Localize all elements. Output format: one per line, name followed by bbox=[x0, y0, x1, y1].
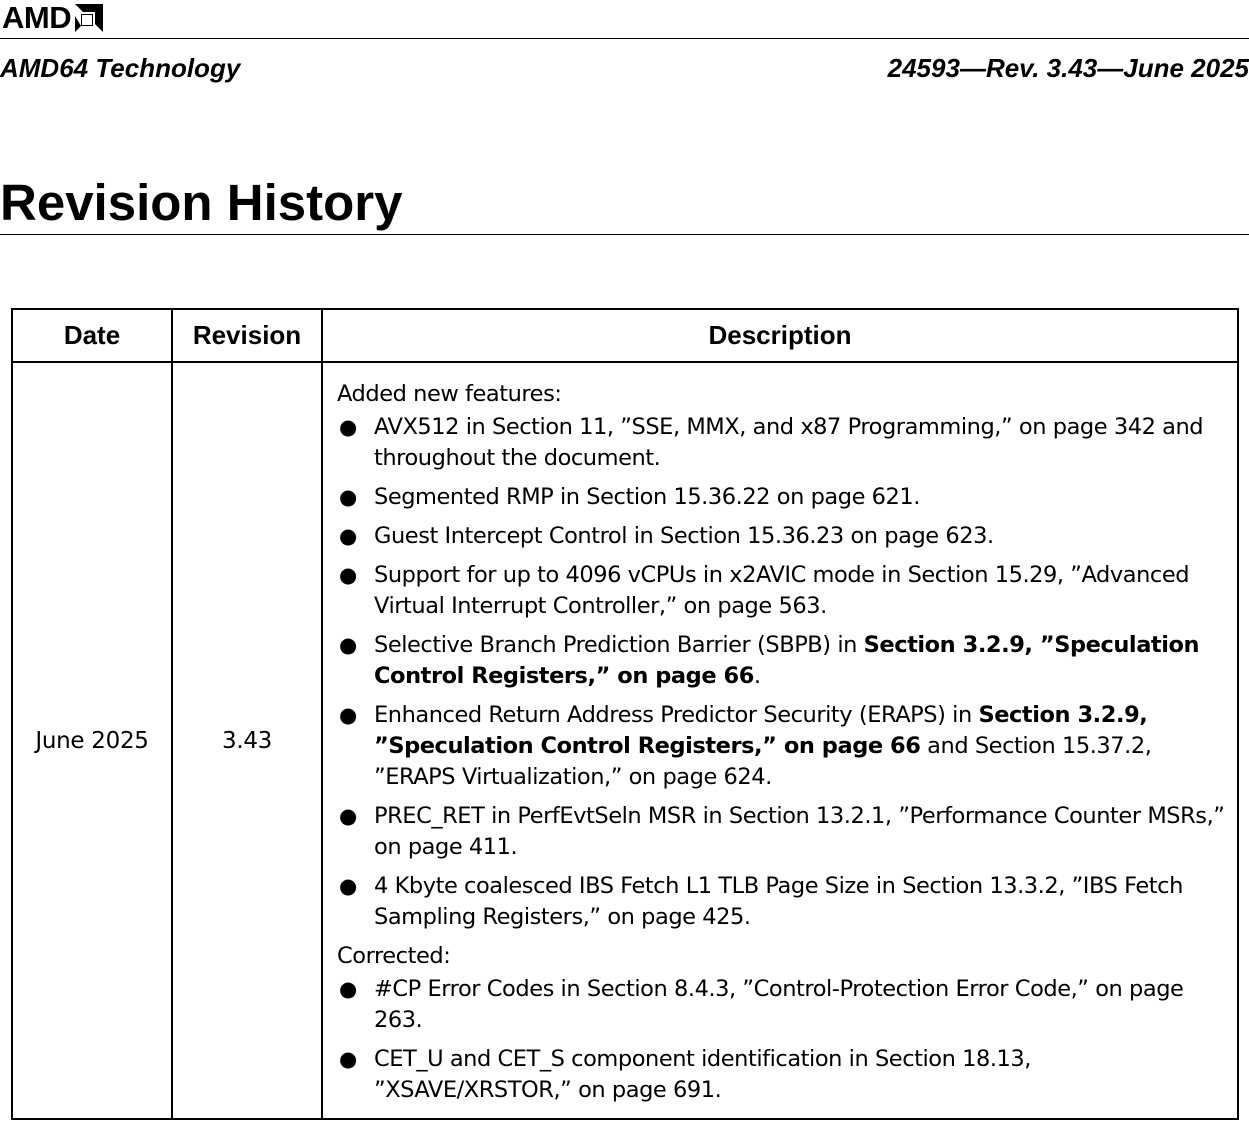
bullet-icon: ● bbox=[339, 874, 357, 898]
row-revision: 3.43 bbox=[172, 362, 322, 1119]
list-item: ● 4 Kbyte coalesced IBS Fetch L1 TLB Page Size in Section 13.3.2, ”IBS Fetch Sampling Registers,” on page 425. bbox=[339, 873, 1183, 930]
corrected-list bbox=[337, 974, 1227, 1106]
header-rule bbox=[0, 38, 1249, 39]
list-item: ● CET_U and CET_S component identification in Section 18.13, ”XSAVE/XRSTOR,” on page 691. bbox=[339, 1046, 1031, 1103]
title-rule bbox=[0, 234, 1249, 235]
section-reference: Section 3.2.9, ”Speculation Control Registers,” on page 66 bbox=[374, 632, 1200, 689]
revision-table bbox=[11, 308, 1239, 1120]
list-item: ● Selective Branch Prediction Barrier (SBPB) in Section 3.2.9, ”Speculation Control Registers,” on page 66. bbox=[339, 632, 1200, 689]
added-features-list bbox=[337, 412, 1227, 933]
doc-family: AMD64 Technology bbox=[0, 53, 241, 83]
added-features-label: Added new features: bbox=[337, 381, 562, 407]
list-item: ● Segmented RMP in Section 15.36.22 on page 621. bbox=[337, 482, 1227, 513]
column-header-revision: Revision bbox=[172, 309, 322, 362]
table-header-row bbox=[12, 309, 1238, 362]
amd-logo-text: AMD bbox=[2, 0, 72, 35]
corrected-label: Corrected: bbox=[337, 943, 451, 969]
list-item: ● Support for up to 4096 vCPUs in x2AVIC mode in Section 15.29, ”Advanced Virtual Interrupt Controller,” on page 563. bbox=[339, 562, 1190, 619]
row-description bbox=[322, 362, 1238, 1119]
amd-logo bbox=[2, 0, 103, 35]
bullet-icon: ● bbox=[339, 485, 357, 509]
column-header-description: Description bbox=[322, 309, 1238, 362]
bullet-icon: ● bbox=[339, 633, 357, 657]
bullet-icon: ● bbox=[339, 1047, 357, 1071]
table-row bbox=[12, 362, 1238, 1119]
bullet-icon: ● bbox=[339, 415, 357, 439]
bullet-icon: ● bbox=[339, 804, 357, 828]
list-item: ● Guest Intercept Control in Section 15.36.23 on page 623. bbox=[337, 521, 1227, 552]
doc-id: 24593—Rev. 3.43—June 2025 bbox=[887, 53, 1249, 83]
column-header-date: Date bbox=[12, 309, 172, 362]
list-item: ● AVX512 in Section 11, ”SSE, MMX, and x87 Programming,” on page 342 and throughout the document. bbox=[339, 414, 1204, 471]
list-item: ● #CP Error Codes in Section 8.4.3, ”Control-Protection Error Code,” on page 263. bbox=[339, 976, 1184, 1033]
row-date: June 2025 bbox=[12, 362, 172, 1119]
section-reference: Section 3.2.9, ”Speculation Control Registers,” on page 66 bbox=[374, 702, 1148, 759]
bullet-icon: ● bbox=[339, 563, 357, 587]
bullet-icon: ● bbox=[339, 703, 357, 727]
list-item: ● PREC_RET in PerfEvtSeln MSR in Section 13.2.1, ”Performance Counter MSRs,” on page 411. bbox=[339, 803, 1225, 860]
page-title: Revision History bbox=[0, 174, 403, 231]
list-item: ● Enhanced Return Address Predictor Security (ERAPS) in Section 3.2.9, ”Speculation Control Registers,” on page 66 and Section 15.37.2, ”ERAPS Virtualization,” on page 624. bbox=[339, 702, 1152, 790]
bullet-icon: ● bbox=[339, 977, 357, 1001]
amd-arrow-icon bbox=[73, 4, 103, 32]
bullet-icon: ● bbox=[339, 524, 357, 548]
